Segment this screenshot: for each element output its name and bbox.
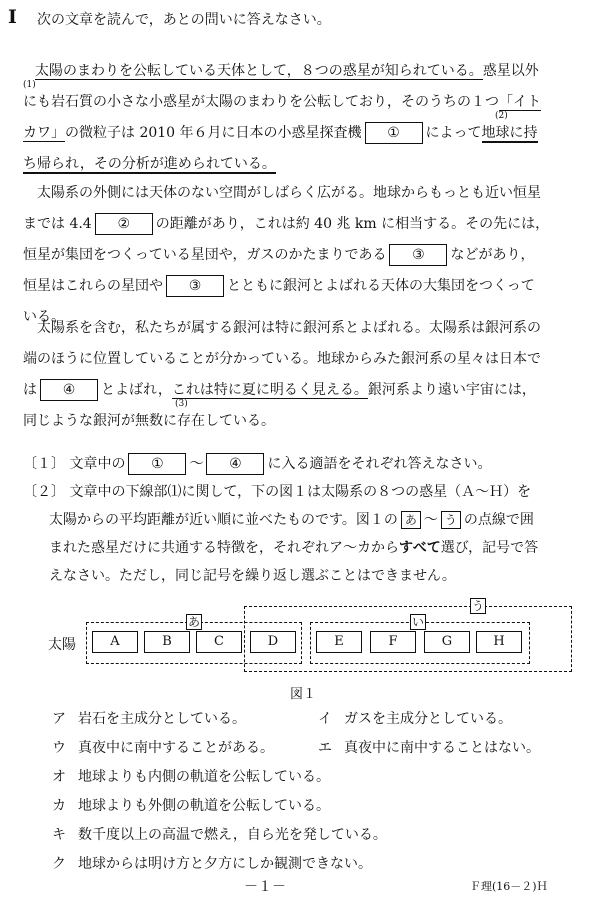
choice-item — [52, 711, 246, 727]
choice-key: キ — [52, 827, 66, 843]
question-number: I — [8, 6, 17, 28]
underline-2-text-a: 「イト — [499, 94, 541, 110]
underline-marker-2: (2) — [495, 111, 508, 121]
paragraph-3 — [23, 313, 583, 437]
p1-line3: の微粒子は 2010 年６月に日本の小惑星探査機 — [65, 125, 362, 141]
question-1-number: 〔１〕 — [23, 456, 65, 472]
exam-code: Ｆ理(16－２)Ｈ — [470, 880, 548, 893]
choice-item — [318, 734, 540, 763]
question-1-text-a: 文章中の — [69, 456, 126, 472]
planet-h: H — [476, 631, 522, 653]
group-a-label: あ — [187, 615, 200, 629]
underline-1c-text: ち帰られ，その分析が進められている。 — [23, 156, 276, 172]
answer-box-3: ③ — [389, 244, 447, 266]
choice-text: 真夜中に南中することはない。 — [344, 740, 540, 756]
answer-box-1: ① — [365, 122, 423, 144]
planet-d: D — [250, 631, 296, 653]
q1-box-4: ④ — [206, 453, 264, 475]
choice-key: ウ — [52, 740, 66, 756]
p2-line5: いる。 — [23, 309, 65, 325]
p3-line4: 同じような銀河が無数に存在している。 — [23, 413, 275, 429]
choice-key: イ — [318, 711, 332, 727]
question-1-text-b: に入る適語をそれぞれ答えなさい。 — [267, 456, 492, 472]
p3-line3a: は — [23, 382, 37, 398]
choice-text: 地球からは明け方と夕方にしか観測できない。 — [78, 856, 372, 872]
underline-3-text: これは特に夏に明るく見える。 — [171, 382, 368, 398]
answer-box-2: ② — [95, 213, 153, 235]
p1-line1-rest: 惑星以外 — [482, 63, 539, 79]
p1-line2: にも岩石質の小さな小惑星が太陽のまわりを公転しており，そのうちの１つ — [23, 94, 499, 110]
answer-box-4: ④ — [40, 379, 98, 401]
choice-key: エ — [318, 740, 332, 756]
p2-line2a: までは 4.4 — [23, 216, 92, 232]
underline-1-text: 太陽のまわりを公転している天体として，８つの惑星が知られている。 — [35, 63, 483, 79]
question-2-emphasis: すべて — [399, 540, 441, 556]
underline-marker-1: (1) — [23, 80, 36, 90]
p3-line3b: とよばれ， — [101, 382, 172, 398]
p2-line4b: とともに銀河とよばれる天体の大集団をつくって — [227, 278, 535, 294]
choice-key: カ — [52, 798, 66, 814]
planet-b: B — [144, 631, 190, 653]
choice-key: オ — [52, 769, 66, 785]
question-2-line4: えなさい。ただし，同じ記号を繰り返し選ぶことはできません。 — [49, 568, 456, 584]
choice-text: 地球よりも内側の軌道を公転している。 — [78, 769, 330, 785]
p1-line3-c: によって — [425, 125, 482, 141]
underline-1b-text: 地球に持 — [481, 125, 538, 141]
p3-line1: 太陽系を含む，私たちが属する銀河は特に銀河系とよばれる。太陽系は銀河系の — [37, 320, 541, 336]
question-2-line3b: 選び，記号で答 — [440, 540, 539, 556]
q2-box-a: あ — [401, 511, 421, 529]
q2-tilde: ～ — [423, 512, 438, 528]
choice-text: ガスを主成分としている。 — [344, 711, 512, 727]
choice-text: 岩石を主成分としている。 — [78, 711, 246, 727]
choice-key: ク — [52, 856, 66, 872]
planet-f: F — [370, 631, 416, 653]
group-u-label: う — [471, 599, 484, 613]
figure-caption: 図１ — [290, 687, 317, 702]
q1-box-1: ① — [128, 453, 186, 475]
p3-line2: 端のほうに位置していることが分かっている。地球からみた銀河系の星々は日本で — [23, 351, 541, 367]
choice-text: 数千度以上の高温で燃え，自ら光を発している。 — [78, 827, 387, 843]
choice-item — [318, 705, 512, 734]
question-2-line2b: の点線で囲 — [463, 512, 534, 528]
choice-item — [52, 740, 274, 756]
underline-2-text-b: カワ」 — [23, 125, 65, 141]
p2-line4a: 恒星はこれらの星団や — [23, 278, 163, 294]
q1-tilde: ～ — [189, 456, 204, 472]
paragraph-2 — [23, 178, 583, 333]
question-2-number: 〔２〕 — [23, 484, 65, 500]
question-2-line3a: まれた惑星だけに共通する特徴を，それぞれア～カから — [49, 540, 399, 556]
planet-a: A — [92, 631, 138, 653]
underline-marker-3: (3) — [175, 399, 188, 409]
question-2-line2a: 太陽からの平均距離が近い順に並べたものです。図１の — [49, 512, 398, 528]
choice-list — [52, 705, 572, 879]
paragraph-1 — [23, 56, 583, 180]
question-2 — [23, 478, 588, 506]
p3-line3d: 銀河系より遠い宇宙には， — [367, 382, 536, 398]
p2-line2b: の距離があり，これは約 40 兆 km に相当する。その先には， — [155, 216, 550, 232]
sun-label: 太陽 — [48, 637, 76, 653]
choice-text: 地球よりも外側の軌道を公転している。 — [78, 798, 330, 814]
q2-box-u: う — [441, 511, 461, 529]
question-1 — [23, 450, 588, 478]
planet-e: E — [316, 631, 362, 653]
planet-g: G — [424, 631, 470, 653]
answer-box-3b: ③ — [166, 275, 224, 297]
intro-text: 次の文章を読んで，あとの問いに答えなさい。 — [37, 12, 331, 28]
question-2-line1: 文章中の下線部⑴に関して，下の図１は太陽系の８つの惑星（Ａ～Ｈ）を — [69, 484, 532, 500]
page-number: －１－ — [244, 879, 286, 895]
group-i-label: い — [411, 615, 424, 629]
p2-line3a: 恒星が集団をつくっている星団や，ガスのかたまりである — [23, 247, 387, 263]
questions — [23, 450, 588, 590]
choice-key: ア — [52, 711, 66, 727]
planet-c: C — [196, 631, 242, 653]
choice-text: 真夜中に南中することがある。 — [78, 740, 274, 756]
p2-line1: 太陽系の外側には天体のない空間がしばらく広がる。地球からもっとも近い恒星 — [37, 185, 541, 201]
p2-line3b: などがあり， — [450, 247, 535, 263]
